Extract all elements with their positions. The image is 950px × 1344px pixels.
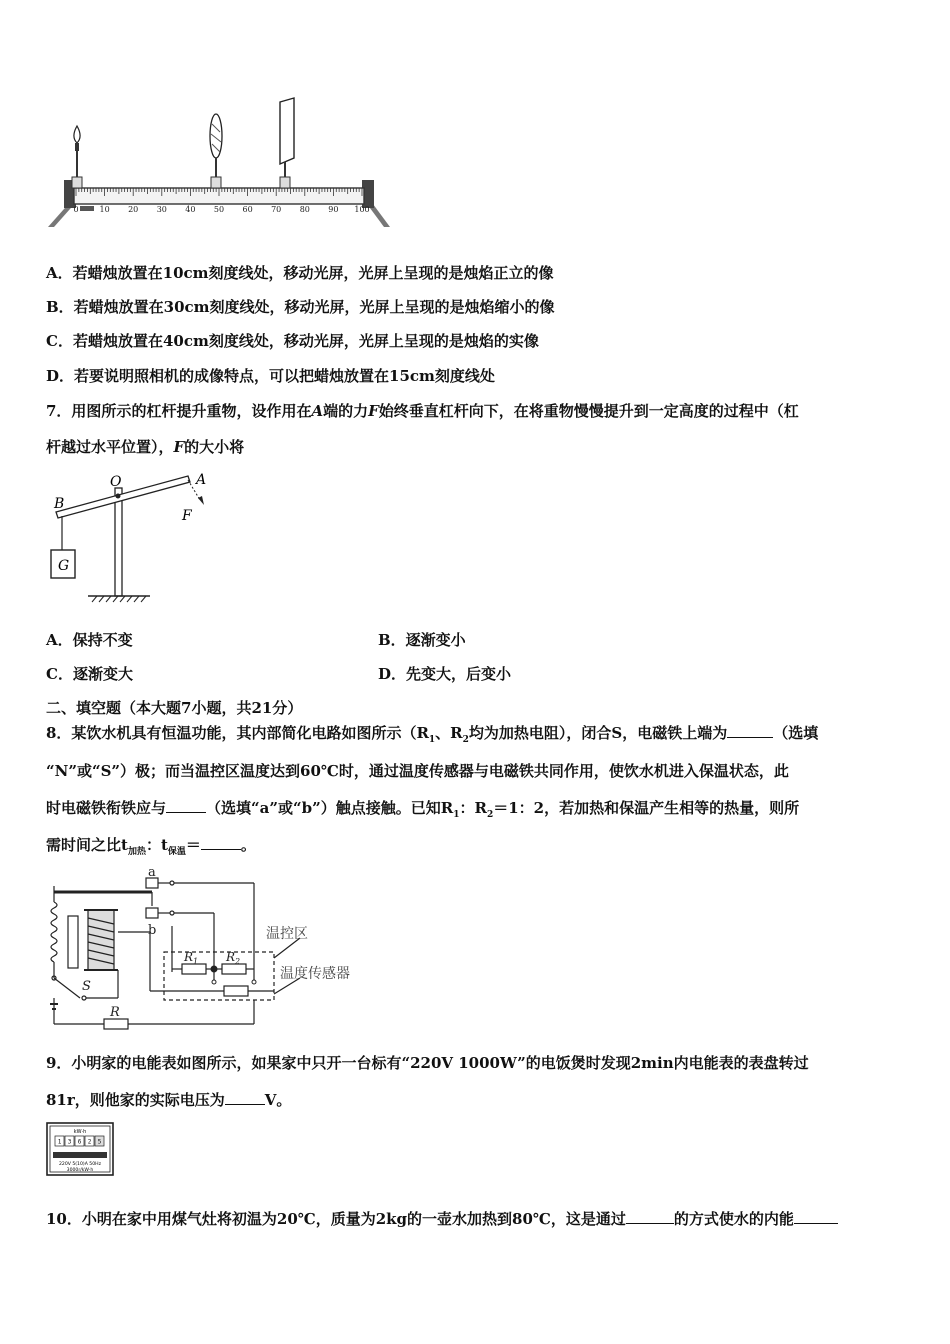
q7-option-c: C．逐渐变大	[46, 665, 133, 683]
optical-bench-figure	[44, 96, 394, 232]
blank-contact[interactable]	[166, 797, 206, 813]
meter-spec-2: 3000r/kW·h	[66, 1168, 94, 1173]
candle-icon	[72, 126, 82, 188]
q7-option-b: B．逐渐变小	[378, 631, 466, 649]
label-switch-S: S	[82, 979, 91, 994]
meter-digit: 6	[77, 1138, 82, 1146]
blank-voltage[interactable]	[225, 1089, 265, 1105]
blank-time-ratio[interactable]	[201, 834, 241, 850]
q8-stem-line1: 8．某饮水机具有恒温功能，其内部简化电路如图所示（$R_1$、$R_2$均为加热电阻），闭合S，电磁铁上端为 （选填	[46, 724, 819, 745]
label-temp-zone: 温控区	[266, 926, 308, 942]
bench-tick-label: 40	[185, 205, 196, 214]
meter-digit: 3	[67, 1138, 72, 1146]
q9-stem-line2: 81r，则他家的实际电压为 V。	[46, 1091, 292, 1109]
bench-tick-label: 70	[271, 205, 282, 214]
q7-option-d: D．先变大，后变小	[378, 665, 512, 683]
meter-spec-1: 220V 5(10)A 50Hz	[58, 1162, 102, 1167]
label-contact-b: b	[148, 923, 157, 938]
meter-digit: 1	[57, 1138, 62, 1146]
lever-figure	[48, 468, 218, 608]
q9-stem-line1: 9．小明家的电能表如图所示，如果家中只开一台标有“220V 1000W”的电饭煲时发现2min内电能表的表盘转过	[46, 1054, 809, 1072]
blank-internal-energy[interactable]	[794, 1208, 838, 1224]
label-temp-sensor: 温度传感器	[280, 966, 350, 982]
lens-icon	[210, 114, 222, 188]
q10-stem-line1: 10．小明在家中用煤气灶将初温为20℃，质量为2kg的一壶水加热到80℃，这是通过 的方式使水的内能	[46, 1208, 838, 1229]
q6-option-c: C．若蜡烛放置在40cm刻度线处，移动光屏，光屏上呈现的是烛焰的实像	[46, 332, 539, 350]
label-R2: $R_2$	[226, 950, 241, 966]
q6-option-d: D．若要说明照相机的成像特点，可以把蜡烛放置在15cm刻度线处	[46, 367, 495, 385]
bench-tick-label: 0	[73, 205, 79, 214]
bench-tick-label: 20	[128, 205, 139, 214]
q7-stem-line2: 杆越过水平位置），F的大小将	[46, 438, 245, 456]
blank-pole[interactable]	[727, 722, 773, 738]
label-B: B	[54, 496, 65, 512]
q7-option-a: A．保持不变	[46, 631, 133, 649]
meter-unit: kW·h	[73, 1129, 87, 1135]
label-G: G	[58, 558, 70, 574]
bench-tick-label: 80	[299, 205, 310, 214]
bench-tick-label: 10	[99, 205, 110, 214]
energy-meter-figure	[46, 1122, 114, 1176]
bench-tick-label: 60	[242, 205, 253, 214]
bench-tick-label: 30	[156, 205, 167, 214]
meter-digit: 5	[97, 1138, 102, 1146]
label-O: O	[110, 474, 122, 490]
q6-option-b: B．若蜡烛放置在30cm刻度线处，移动光屏，光屏上呈现的是烛焰缩小的像	[46, 298, 555, 316]
label-R1: $R_1$	[184, 950, 199, 966]
q8-stem-line2: “N”或“S”）极；而当温控区温度达到60℃时，通过温度传感器与电磁铁共同作用，使饮水机进入保温状态，此	[46, 762, 789, 780]
circuit-figure	[44, 866, 374, 1034]
bench-tick-label: 100	[354, 205, 370, 214]
label-F: F	[182, 508, 192, 524]
label-A: A	[196, 472, 207, 488]
meter-digit: 2	[87, 1138, 92, 1146]
label-resistor-R: R	[110, 1005, 120, 1020]
q6-option-a: A．若蜡烛放置在10cm刻度线处，移动光屏，光屏上呈现的是烛焰正立的像	[46, 264, 554, 282]
label-contact-a: a	[148, 866, 156, 880]
section-2-title: 二、填空题（本大题7小题，共21分）	[46, 699, 303, 717]
q7-stem-line1: 7．用图所示的杠杆提升重物，设作用在A端的力F始终垂直杠杆向下，在将重物慢慢提升到一定高度的过程中（杠	[46, 402, 799, 420]
light-screen-icon	[280, 98, 294, 188]
bench-tick-label: 50	[213, 205, 225, 214]
q8-stem-line3: 时电磁铁衔铁应与 （选填“a”或“b”）触点接触。已知$R_1$：$R_2=1$：2，若加热和保温产生相等的热量，则所	[46, 799, 800, 820]
q8-stem-line4: 需时间之比$t_{加热}$：$t_{保温}=$ 。	[46, 836, 256, 857]
blank-method[interactable]	[626, 1208, 674, 1224]
bench-tick-label: 90	[328, 205, 339, 214]
